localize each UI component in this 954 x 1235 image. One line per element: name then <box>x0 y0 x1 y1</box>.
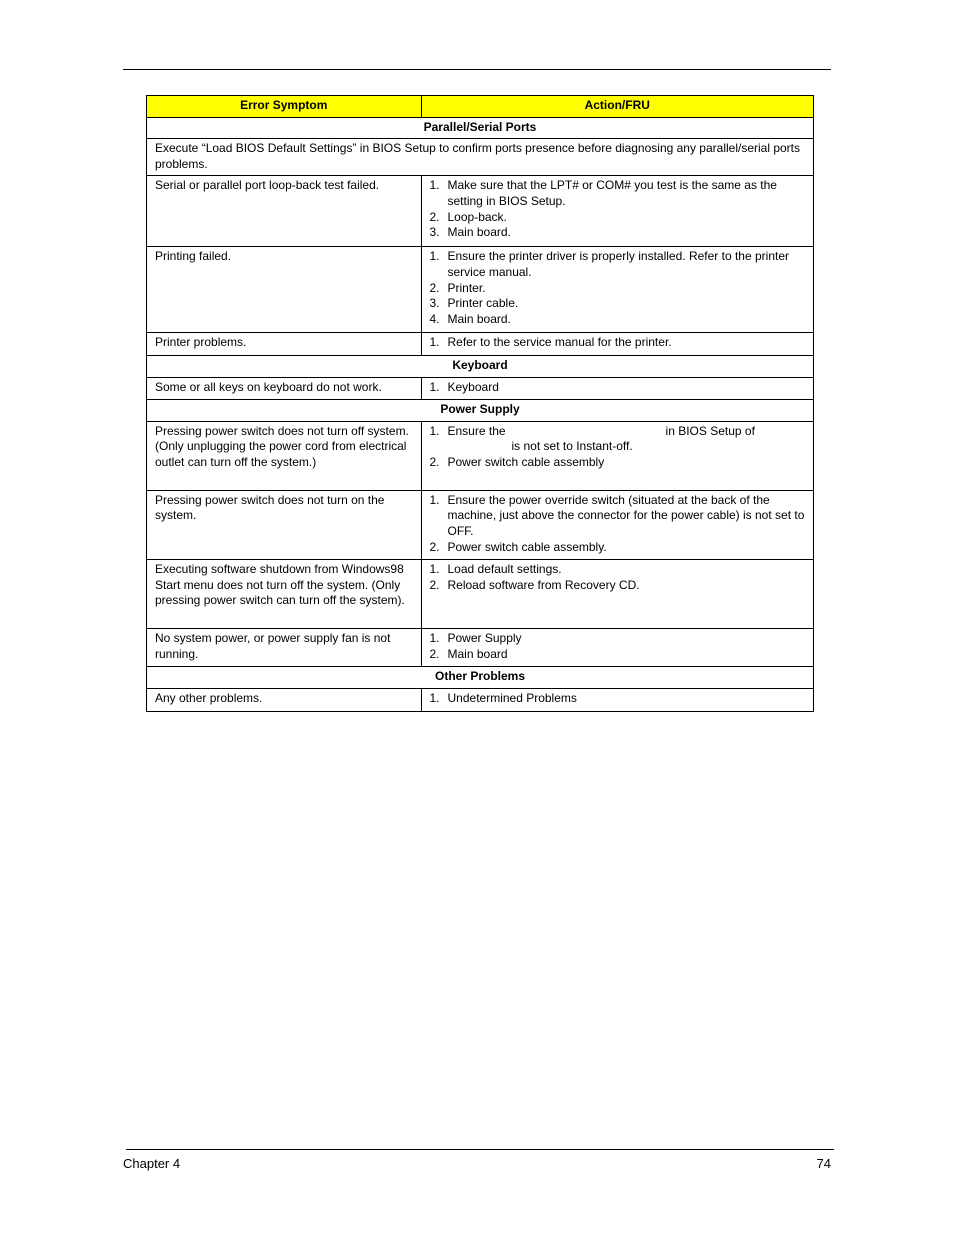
section-row-parallel <box>147 117 814 139</box>
troubleshooting-table <box>146 95 814 712</box>
action-step: 2. Power switch cable assembly <box>429 454 605 469</box>
action-step: 1. Make sure that the LPT# or COM# you test is the same as the setting in BIOS Setup. <box>429 178 777 208</box>
section-title-other: Other Problems <box>147 667 814 689</box>
action-cell <box>421 560 814 629</box>
parallel-note: Execute “Load BIOS Default Settings” in BIOS Setup to confirm ports presence before diagnosing any parallel/serial ports problems. <box>147 139 814 176</box>
section-row-other <box>147 667 814 689</box>
table-row <box>147 490 814 559</box>
action-cell <box>421 377 814 400</box>
symptom-cell: No system power, or power supply fan is not running. <box>147 629 422 667</box>
note-row <box>147 139 814 176</box>
section-title-parallel: Parallel/Serial Ports <box>147 117 814 139</box>
section-title-power: Power Supply <box>147 400 814 422</box>
table-row <box>147 247 814 333</box>
section-row-power <box>147 400 814 422</box>
action-step: 1. Undetermined Problems <box>429 690 577 705</box>
table-row <box>147 377 814 400</box>
symptom-cell: Any other problems. <box>147 688 422 711</box>
table-row <box>147 333 814 356</box>
action-cell <box>421 490 814 559</box>
action-step: 2. Loop-back. <box>429 209 507 224</box>
section-title-keyboard: Keyboard <box>147 355 814 377</box>
footer-rule <box>126 1149 834 1150</box>
table-header-row <box>147 96 814 118</box>
action-step: 3. Printer cable. <box>429 296 519 311</box>
action-step: 1. Refer to the service manual for the printer. <box>429 335 672 350</box>
table-row <box>147 688 814 711</box>
action-step: 1. Power Supply <box>429 631 522 646</box>
action-step: 2. Reload software from Recovery CD. <box>429 577 640 592</box>
action-step: 2. Power switch cable assembly. <box>429 539 607 554</box>
action-cell <box>421 247 814 333</box>
action-cell <box>421 333 814 356</box>
symptom-cell: Some or all keys on keyboard do not work. <box>147 377 422 400</box>
section-row-keyboard <box>147 355 814 377</box>
symptom-cell: Printer problems. <box>147 333 422 356</box>
action-step: 1. Load default settings. <box>429 562 562 577</box>
symptom-cell: Printing failed. <box>147 247 422 333</box>
table-row <box>147 176 814 247</box>
action-cell <box>421 688 814 711</box>
column-header-action: Action/FRU <box>421 96 814 118</box>
header-rule <box>123 69 831 70</box>
action-step: 2. Main board <box>429 646 508 661</box>
action-step: 1. Ensure the in BIOS Setup of is not set to Instant-off. <box>429 423 755 454</box>
table-row <box>147 421 814 490</box>
action-cell <box>421 421 814 490</box>
footer-chapter: Chapter 4 <box>123 1156 181 1171</box>
symptom-cell: Executing software shutdown from Windows98 Start menu does not turn off the system. (Only pressing power switch can turn off the system). <box>147 560 422 629</box>
action-step: 2. Printer. <box>429 280 486 295</box>
action-step: 4. Main board. <box>429 311 511 326</box>
action-cell <box>421 176 814 247</box>
action-step: 1. Ensure the printer driver is properly installed. Refer to the printer service manual. <box>429 249 789 279</box>
column-header-symptom: Error Symptom <box>147 96 422 118</box>
symptom-cell: Serial or parallel port loop-back test failed. <box>147 176 422 247</box>
action-step: 1. Keyboard <box>429 379 499 394</box>
action-cell <box>421 629 814 667</box>
symptom-cell: Pressing power switch does not turn on the system. <box>147 490 422 559</box>
symptom-cell: Pressing power switch does not turn off system. (Only unplugging the power cord from electrical outlet can turn off the system.) <box>147 421 422 490</box>
table-row <box>147 629 814 667</box>
footer-page-number: 74 <box>816 1156 831 1171</box>
action-step: 1. Ensure the power override switch (situated at the back of the machine, just above the connector for the power cable) is not set to OFF. <box>429 492 805 538</box>
action-step: 3. Main board. <box>429 225 511 240</box>
table-row <box>147 560 814 629</box>
